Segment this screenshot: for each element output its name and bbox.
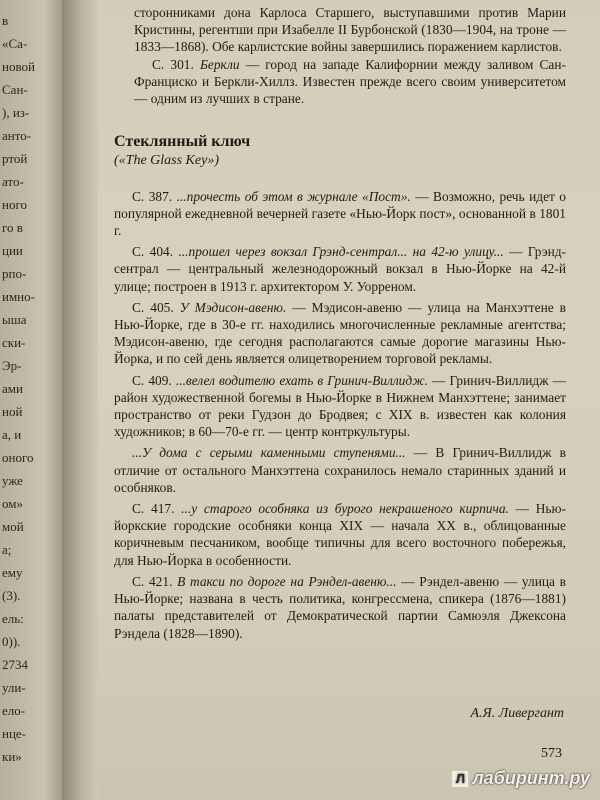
note-paragraph: [114, 243, 566, 295]
facing-page-fragment: мой: [2, 519, 24, 534]
facing-page-fragment: ами: [2, 381, 23, 396]
note-text: — Грэнд-сентрал — центральный железнодорожный вокзал в Нью-Йорке на 42-й улице; построен в 1913 г. архитектором У. Уорреном.: [114, 244, 567, 294]
intro-paragraph: сторонниками дона Карлоса Старшего, выступавшими против Марии Кристины, регентши при Изабелле II Бурбонской (1830—1904, на троне — 1833—1868). Обе карлистские войны завершились поражением карлистов.: [134, 5, 566, 55]
facing-page-fragment: ки»: [2, 749, 22, 764]
labirint-logo-icon: Л: [452, 771, 468, 787]
note-text: — Возможно, речь идет о популярной ежедневной вечерней газете «Нью-Йорк пост», основанной в 1801 г.: [114, 188, 566, 239]
section-title: Стеклянный ключ: [114, 133, 251, 151]
note-text: — город на западе Калифорнии между заливом Сан-Франциско и Беркли-Хиллз. Известен прежде всего своим университетом — одним из лучших в стране.: [134, 56, 566, 107]
facing-page-fragment: оного: [2, 450, 34, 465]
facing-page-fragment: ), из-: [2, 105, 30, 120]
facing-page-fragment: уже: [2, 473, 23, 488]
facing-page-fragment: новой: [2, 59, 35, 74]
note-text: — Рэндел-авеню — улица в Нью-Йорке; названа в честь политика, конгрессмена, спикера (1876—1881) палаты представителей от Демократической партии Самюэля Джексона Рэндела (1828—1890).: [114, 573, 566, 641]
facing-page-fragment: ной: [2, 404, 23, 419]
facing-page-fragment: а;: [2, 542, 12, 557]
note-term: ...у старого особняка из бурого некрашеного кирпича.: [181, 501, 509, 517]
facing-page: [0, 0, 62, 800]
note-berkeley: [114, 56, 566, 108]
note-ref: С. 404.: [132, 244, 174, 260]
note-ref: С. 409.: [132, 372, 172, 388]
note-ref: С. 387.: [132, 188, 173, 204]
facing-page-fragment: ции: [2, 243, 23, 258]
facing-page-fragment: «Са-: [2, 36, 28, 51]
facing-page-fragment: Сан-: [2, 82, 28, 97]
section-subtitle: («The Glass Key»): [114, 153, 219, 169]
note-term: ...У дома с серыми каменными ступенями...: [132, 445, 406, 461]
watermark: [452, 768, 590, 789]
note-ref: С. 405.: [132, 299, 174, 315]
book-gutter: [62, 0, 98, 800]
facing-page-fragment: го в: [2, 220, 23, 235]
facing-page-fragment: ель:: [2, 611, 24, 626]
facing-page-fragment: нце-: [2, 726, 27, 741]
facing-page-fragment: ему: [2, 565, 23, 580]
note-paragraph: [114, 188, 566, 240]
note-term: ...прочесть об этом в журнале «Пост».: [176, 188, 411, 204]
facing-page-fragment: ом»: [2, 496, 23, 511]
note-ref: С. 417.: [132, 501, 175, 517]
watermark-text: лабиринт.ру: [472, 768, 590, 788]
facing-page-fragment: 2734: [2, 657, 28, 672]
notes-list: [114, 188, 566, 642]
facing-page-fragment: анто-: [2, 128, 32, 143]
text-column: [114, 4, 566, 646]
facing-page-fragment: рпо-: [2, 266, 27, 281]
note-paragraph: [114, 299, 566, 368]
note-paragraph: [114, 372, 566, 441]
facing-page-fragment: ато-: [2, 174, 24, 189]
facing-page-fragment: ули-: [2, 680, 26, 695]
note-text: — Мэдисон-авеню — улица на Манхэттене в Нью-Йорке, где в 30-е гг. находились многочисленные рекламные агентства; Мэдисон-авеню, где сегодня располагаются самые дорогие магазины Нью-Йорка, и по сей день является олицетворением торговой рекламы.: [114, 299, 567, 367]
note-ref: С. 301.: [152, 56, 194, 72]
note-paragraph: [114, 573, 566, 642]
facing-page-fragment: имно-: [2, 289, 35, 304]
note-paragraph: [114, 500, 566, 569]
note-term: Беркли: [199, 56, 240, 72]
note-term: У Мэдисон-авеню.: [179, 299, 287, 315]
note-text: — В Гринич-Виллидж в отличие от остального Манхэттена сохранилось немало старинных зданий и особняков.: [114, 445, 566, 495]
facing-page-fragment: Эр-: [2, 358, 22, 373]
facing-page-fragment: ного: [2, 197, 27, 212]
facing-page-fragment: ртой: [2, 151, 28, 166]
note-text: — Гринич-Виллидж — район художественной богемы в Нью-Йорке в Нижнем Манхэттене; занимает пространство от реки Гудзон до Бродвея; с XIX в. известен как колония художников; в 60—70-е гг. — центр контркультуры.: [114, 372, 566, 440]
note-term: ...прошел через вокзал Грэнд-сентрал... на 42-ю улицу...: [178, 244, 504, 260]
facing-page-fragment: в: [2, 13, 9, 28]
facing-page-fragment: (3).: [2, 588, 21, 603]
author-signature: А.Я. Ливергант: [470, 706, 564, 721]
facing-page-fragment: ыша: [2, 312, 27, 327]
note-ref: С. 421.: [132, 573, 173, 589]
note-term: ...велел водителю ехать в Гринич-Виллидж.: [175, 372, 428, 388]
note-term: В такси по дороге на Рэндел-авеню...: [177, 573, 397, 589]
page-number: 573: [541, 746, 562, 761]
facing-page-fragment: а, и: [2, 427, 22, 442]
facing-page-fragment: ски-: [2, 335, 26, 350]
book-page: [98, 0, 600, 800]
facing-page-fragment: 0)).: [2, 634, 21, 649]
facing-page-fragment: ело-: [2, 703, 26, 718]
note-paragraph: [114, 444, 566, 496]
note-text: — Нью-йоркские городские особняки конца XIX — начала XX в., облицованные коричневым песчаником, вообще типичны для всего восточного побережья, для Нью-Йорка в особенности.: [114, 501, 566, 568]
